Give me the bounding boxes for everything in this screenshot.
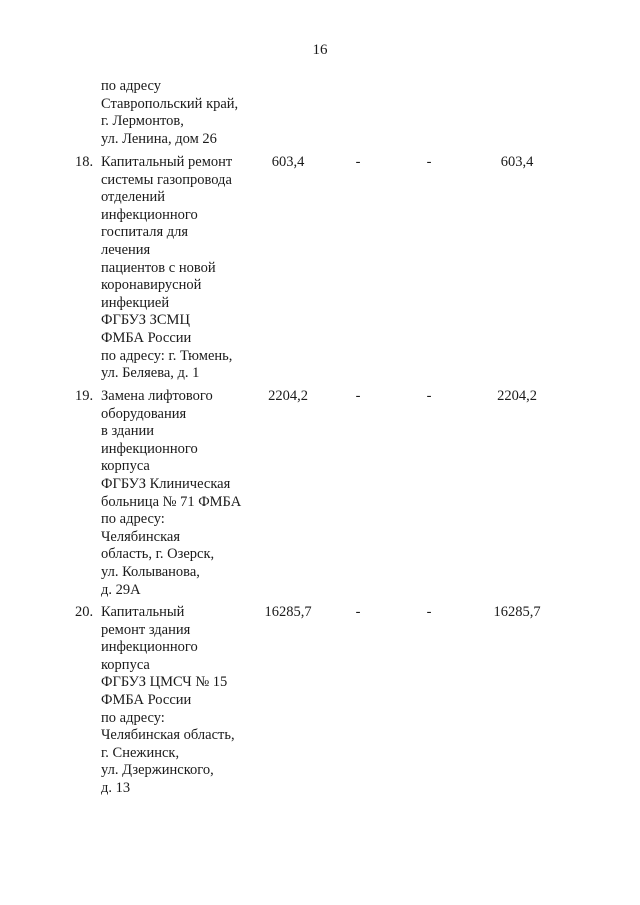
description-line: ФМБА России xyxy=(101,691,192,708)
description-line: Капитальный ремонт xyxy=(101,154,233,170)
row-total-value: 603,4 xyxy=(271,154,305,170)
description-line: отделений xyxy=(101,189,165,206)
row-column-2-value: - xyxy=(355,388,361,404)
row-column-3-value: - xyxy=(426,604,432,620)
row-number: 18. xyxy=(75,154,94,170)
row-description xyxy=(101,388,261,599)
description-line: область, г. Озерск, xyxy=(101,546,215,563)
description-line: по адресу: xyxy=(101,511,165,528)
row-column-4-value: 603,4 xyxy=(500,154,534,170)
row-column-4-value: 16285,7 xyxy=(493,604,541,620)
description-line: ул. Беляева, д. 1 xyxy=(101,365,200,382)
description-line: больница № 71 ФМБА xyxy=(101,493,242,510)
description-line: лечения xyxy=(101,241,151,258)
description-line: ФГБУЗ Клиническая xyxy=(101,475,231,492)
continuation-line: г. Лермонтов, xyxy=(101,113,184,130)
description-line: госпиталя для xyxy=(101,224,189,241)
row-column-4-value: 2204,2 xyxy=(497,388,537,404)
description-line: оборудования xyxy=(101,405,187,422)
description-line: ул. Дзержинского, xyxy=(101,762,214,779)
row-total-value: 2204,2 xyxy=(268,388,308,404)
description-line: ФГБУЗ ЦМСЧ № 15 xyxy=(101,674,228,691)
description-line: Замена лифтового xyxy=(101,388,213,404)
row-description xyxy=(101,604,261,798)
description-line: инфекционного xyxy=(101,206,198,223)
row-column-3-value: - xyxy=(426,154,432,170)
continuation-line: ул. Ленина, дом 26 xyxy=(101,130,217,147)
row-number: 20. xyxy=(75,604,94,620)
row-column-3-value: - xyxy=(426,388,432,404)
description-line: ФГБУЗ ЗСМЦ xyxy=(101,312,190,329)
description-line: в здании xyxy=(101,423,155,440)
row-column-2-value: - xyxy=(355,604,361,620)
description-line: инфекционного xyxy=(101,440,198,457)
description-line: по адресу: г. Тюмень, xyxy=(101,347,233,364)
page-number: 16 xyxy=(312,42,328,58)
description-line: инфекцией xyxy=(101,294,170,311)
continuation-line: по адресу xyxy=(101,78,161,94)
description-line: по адресу: xyxy=(101,709,165,726)
description-line: корпуса xyxy=(101,458,150,475)
continuation-block xyxy=(101,78,261,148)
description-line: д. 29А xyxy=(101,581,141,598)
row-number: 19. xyxy=(75,388,94,404)
description-line: пациентов с новой xyxy=(101,259,216,276)
description-line: Челябинская xyxy=(101,528,181,545)
description-line: ремонт здания xyxy=(101,621,191,638)
description-line: Капитальный xyxy=(101,604,185,620)
description-line: системы газопровода xyxy=(101,171,232,188)
row-column-2-value: - xyxy=(355,154,361,170)
description-line: д. 13 xyxy=(101,779,131,796)
row-total-value: 16285,7 xyxy=(264,604,312,620)
description-line: коронавирусной xyxy=(101,277,202,294)
description-line: г. Снежинск, xyxy=(101,744,180,761)
continuation-line: Ставропольский край, xyxy=(101,95,239,112)
description-line: инфекционного xyxy=(101,639,198,656)
description-line: ФМБА России xyxy=(101,329,192,346)
description-line: ул. Колыванова, xyxy=(101,563,200,580)
description-line: Челябинская область, xyxy=(101,727,235,744)
row-description xyxy=(101,154,261,383)
description-line: корпуса xyxy=(101,656,150,673)
